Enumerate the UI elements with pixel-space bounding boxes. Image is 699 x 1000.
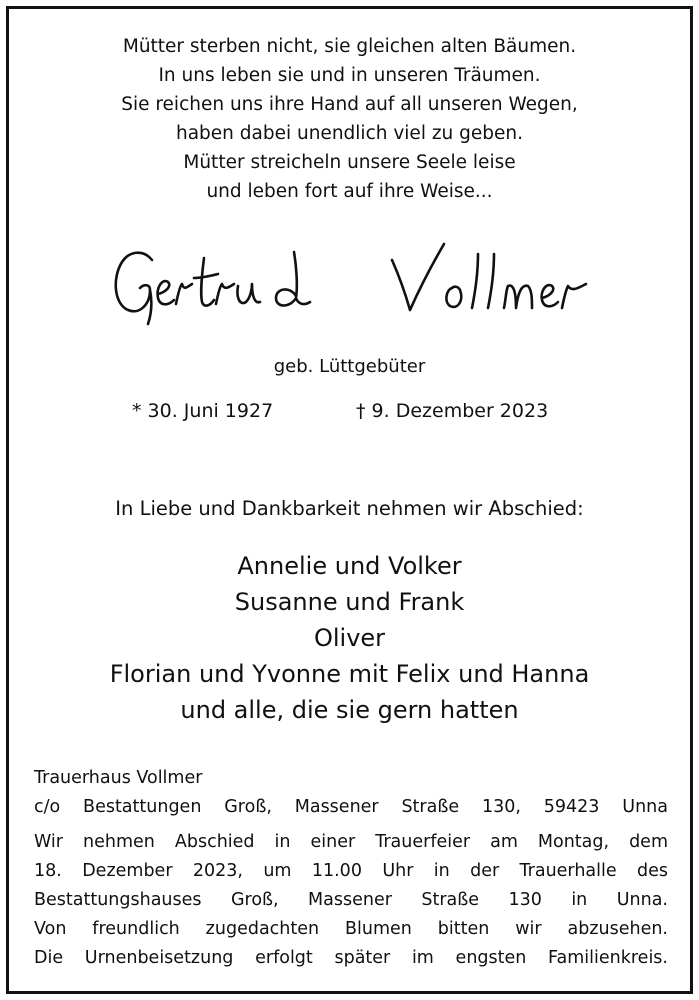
ceremony-line: Wir nehmen Abschied in einer Trauerfeier am Montag, dem [34,832,668,852]
mourner: Annelie und Volker [237,552,462,580]
poem-line: und leben fort auf ihre Weise... [206,181,493,202]
care-of-address: c/o Bestattungen Groß, Massener Straße 130, 59423 Unna [34,797,668,817]
handwritten-signature [100,228,600,328]
poem-line: Sie reichen uns ihre Hand auf all unseren Wegen, [121,94,578,115]
mourner: Florian und Yvonne mit Felix und Hanna [109,660,590,688]
poem [0,32,699,206]
poem-line: In uns leben sie und in unseren Träumen. [158,65,541,86]
mourner: und alle, die sie gern hatten [180,696,519,724]
death-date: † 9. Dezember 2023 [356,400,549,422]
ceremony-line: Von freundlich zugedachten Blumen bitten wir abzusehen. [34,919,668,939]
signature-drawing [100,228,600,328]
poem-line: haben dabei unendlich viel zu geben. [175,123,524,144]
ceremony-line: Die Urnenbeisetzung erfolgt später im engsten Familienkreis. [34,948,668,968]
maiden-name: geb. Lüttgebüter [273,356,426,377]
mourner: Susanne und Frank [234,588,465,616]
mourning-house: Trauerhaus Vollmer [34,768,203,788]
farewell-line: In Liebe und Dankbarkeit nehmen wir Abschied: [115,497,584,520]
poem-line: Mütter streicheln unsere Seele leise [183,152,516,173]
poem-line: Mütter sterben nicht, sie gleichen alten Bäumen. [122,36,577,57]
birth-date: * 30. Juni 1927 [132,400,274,422]
mourners-list [0,548,699,728]
ceremony-details [34,828,668,973]
ceremony-line: Bestattungshauses Groß, Massener Straße 130 in Unna. [34,890,668,910]
mourning-address [34,764,668,822]
mourner: Oliver [313,624,386,652]
ceremony-line: 18. Dezember 2023, um 11.00 Uhr in der Trauerhalle des [34,861,668,881]
